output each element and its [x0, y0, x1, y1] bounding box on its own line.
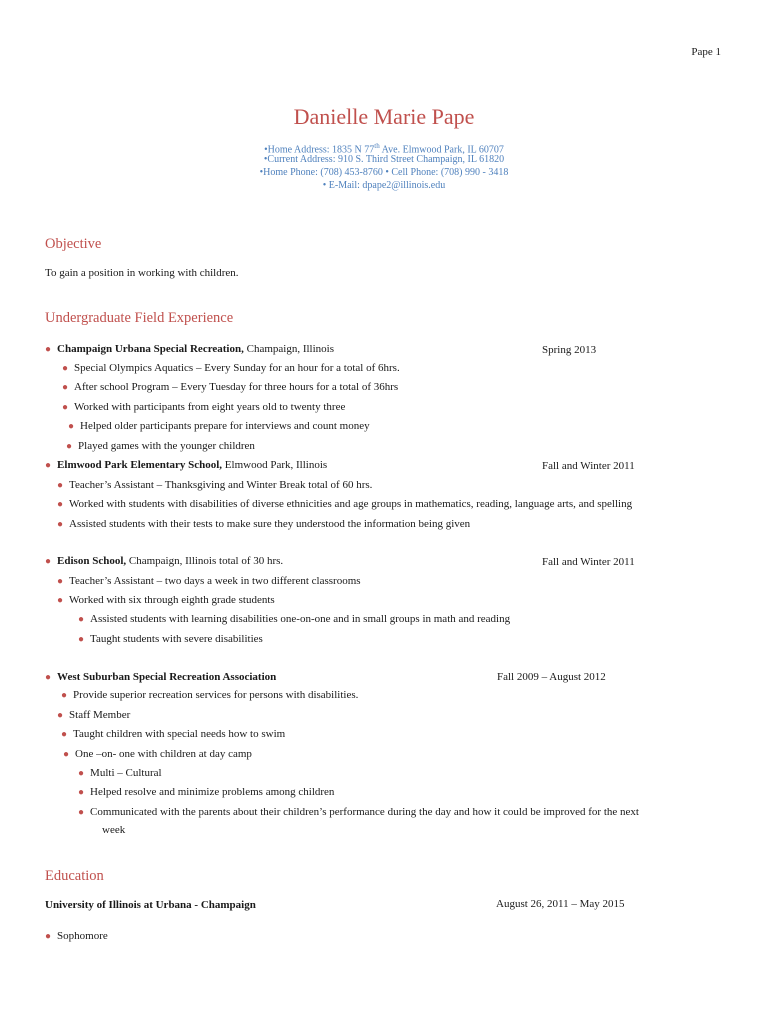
bullet-icon: ● — [61, 729, 68, 740]
bullet-icon: ● — [62, 363, 69, 374]
school-name: University of Illinois at Urbana - Champaign — [45, 899, 256, 911]
list-item: ● One –on- one with children at day camp — [63, 748, 252, 760]
list-item: ● Helped older participants prepare for interviews and count money — [68, 420, 370, 432]
home-address: •Home Address: 1835 N 77th Ave. Elmwood Park, IL 60707 — [264, 142, 504, 156]
bullet-icon: ● — [62, 402, 69, 413]
experience-entry-edison — [45, 555, 283, 567]
list-item: ● Special Olympics Aquatics – Every Sunday for an hour for a total of 6hrs. — [62, 362, 400, 374]
field-experience-heading: Undergraduate Field Experience — [45, 310, 234, 326]
org-location: Elmwood Park, Illinois — [222, 459, 328, 471]
list-item: ● Teacher’s Assistant – Thanksgiving and Winter Break total of 60 hrs. — [57, 479, 373, 491]
current-address: •Current Address: 910 S. Third Street Champaign, IL 61820 — [263, 154, 505, 165]
bullet-icon: ● — [45, 672, 52, 683]
bullet-icon: ● — [57, 710, 64, 721]
list-item: ● Assisted students with their tests to make sure they understood the information being given — [57, 518, 471, 530]
bullet-icon: ● — [68, 421, 75, 432]
org-name: Champaign Urbana Special Recreation, — [57, 343, 244, 355]
experience-entry-wssra — [45, 671, 276, 683]
date-range: Fall 2009 – August 2012 — [497, 671, 606, 683]
list-item: ● After school Program – Every Tuesday for three hours for a total of 36hrs — [62, 381, 399, 393]
list-item: ● Worked with participants from eight years old to twenty three — [62, 401, 346, 413]
bullet-icon: ● — [57, 576, 64, 587]
experience-entry-cusr — [45, 343, 334, 355]
list-item: ● Played games with the younger children — [66, 440, 255, 452]
list-item: ● Multi – Cultural — [78, 767, 162, 779]
bullet-icon: ● — [45, 344, 52, 355]
objective-text: To gain a position in working with children. — [45, 267, 239, 279]
education-date: August 26, 2011 – May 2015 — [496, 898, 625, 910]
education-heading: Education — [45, 868, 104, 884]
bullet-icon: ● — [78, 614, 85, 625]
bullet-icon: ● — [78, 807, 85, 818]
bullet-icon: ● — [63, 749, 70, 760]
bullet-icon: ● — [45, 460, 52, 471]
date-range: Fall and Winter 2011 — [542, 460, 635, 472]
list-item-continuation: week — [102, 824, 126, 836]
list-item: ● Taught students with severe disabilities — [78, 633, 263, 645]
date-range: Fall and Winter 2011 — [542, 556, 635, 568]
org-name: Elmwood Park Elementary School, — [57, 459, 223, 471]
bullet-icon: ● — [61, 690, 68, 701]
list-item: ● Worked with students with disabilities of diverse ethnicities and age groups in mathematics, reading, language arts, and spelling — [57, 498, 633, 510]
org-location: Champaign, Illinois — [243, 343, 334, 355]
bullet-icon: ● — [57, 519, 64, 530]
bullet-icon: ● — [57, 480, 64, 491]
list-item: ● Provide superior recreation services for persons with disabilities. — [61, 689, 359, 701]
bullet-icon: ● — [66, 441, 73, 452]
list-item: ● Teacher’s Assistant – two days a week in two different classrooms — [57, 575, 361, 587]
objective-heading: Objective — [45, 236, 102, 252]
org-location: Champaign, Illinois total of 30 hrs. — [126, 555, 284, 567]
resume-name: Danielle Marie Pape — [293, 104, 475, 129]
bullet-icon: ● — [62, 382, 69, 393]
bullet-icon: ● — [78, 787, 85, 798]
list-item: ● Communicated with the parents about their children’s performance during the day and how it could be improved for the next — [78, 806, 639, 818]
bullet-icon: ● — [78, 634, 85, 645]
email-address[interactable]: • E-Mail: dpape2@illinois.edu — [322, 180, 446, 191]
page-number: Pape 1 — [691, 46, 721, 58]
bullet-icon: ● — [57, 595, 64, 606]
list-item: ● Taught children with special needs how to swim — [61, 728, 286, 740]
bullet-icon: ● — [57, 499, 64, 510]
list-item: ● Helped resolve and minimize problems among children — [78, 786, 335, 798]
org-name: Edison School, — [57, 555, 127, 567]
list-item: ● Assisted students with learning disabilities one-on-one and in small groups in math and reading — [78, 613, 511, 625]
phone-numbers: •Home Phone: (708) 453-8760 • Cell Phone: (708) 990 - 3418 — [259, 167, 509, 178]
date-range: Spring 2013 — [542, 344, 597, 356]
org-name: West Suburban Special Recreation Association — [57, 671, 277, 683]
experience-entry-elmwood — [45, 459, 327, 471]
list-item: ● Sophomore — [45, 930, 108, 942]
bullet-icon: ● — [78, 768, 85, 779]
bullet-icon: ● — [45, 556, 52, 567]
list-item: ● Staff Member — [57, 709, 131, 721]
list-item: ● Worked with six through eighth grade students — [57, 594, 275, 606]
bullet-icon: ● — [45, 931, 52, 942]
